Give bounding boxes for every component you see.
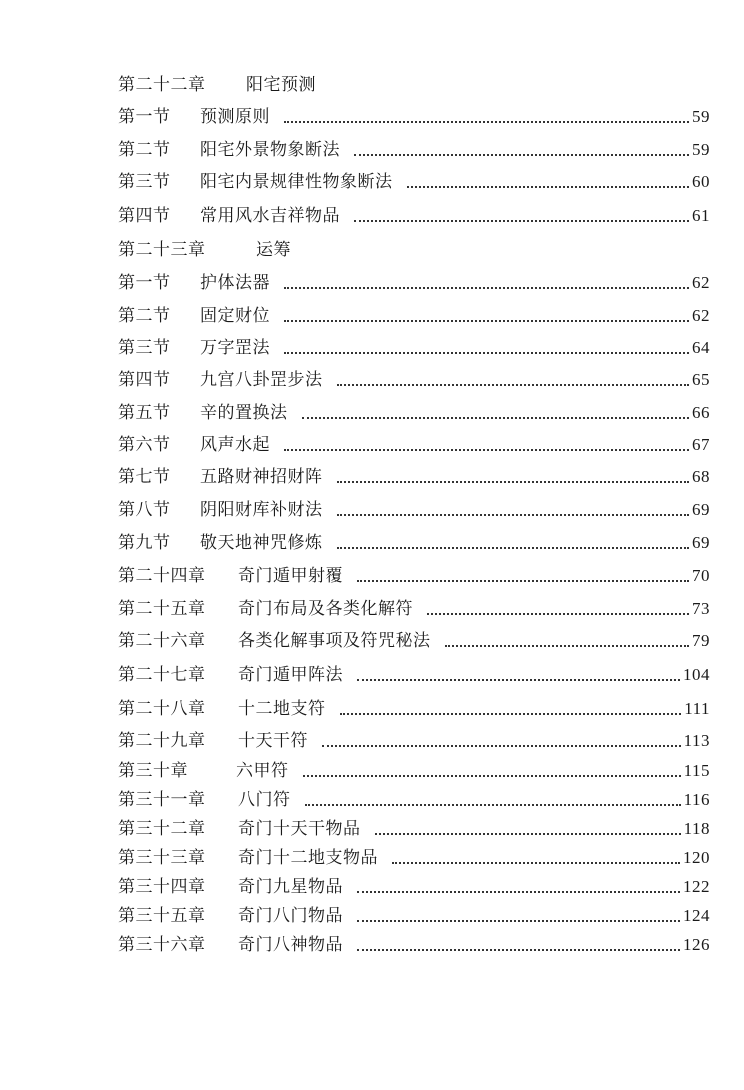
- toc-entry-label: 第二十六章: [118, 631, 206, 651]
- toc-entry-title: 奇门十二地支物品: [238, 848, 378, 868]
- toc-entry-label: 第三十六章: [118, 935, 206, 955]
- toc-entry-label-box: [118, 664, 238, 686]
- toc-entry-title: 阴阳财库补财法: [200, 500, 323, 520]
- toc-chapter-row: [118, 926, 710, 956]
- toc-dot-leader: [354, 220, 689, 222]
- toc-entry-label-box: [118, 760, 236, 782]
- toc-entry-label-box: [118, 905, 238, 927]
- toc-dot-leader: [392, 862, 680, 864]
- toc-page-number: 69: [692, 500, 710, 519]
- toc-entry-title: 九宫八卦罡步法: [200, 370, 323, 390]
- toc-entry-label-box: [118, 74, 246, 96]
- toc-entry-label-box: [118, 818, 238, 840]
- toc-dot-leader: [284, 320, 689, 322]
- toc-page-number: 73: [692, 599, 710, 618]
- toc-page-number: 61: [692, 206, 710, 225]
- toc-entry-label-box: [118, 876, 238, 898]
- toc-entry-label: 第七节: [118, 467, 171, 487]
- toc-entry-title: 各类化解事项及符咒秘法: [238, 631, 431, 651]
- toc-section-row: [118, 163, 710, 193]
- toc-entry-label: 第四节: [118, 370, 171, 390]
- toc-entry-title: 奇门遁甲阵法: [238, 665, 343, 685]
- toc-dot-leader: [305, 804, 681, 806]
- toc-dot-leader: [427, 613, 689, 615]
- toc-entry-label-box: [118, 239, 256, 261]
- toc-entry-label: 第八节: [118, 500, 171, 520]
- toc-entry-title: 十天干符: [238, 731, 308, 751]
- toc-section-row: [118, 361, 710, 391]
- toc-section-row: [118, 98, 710, 128]
- toc-section-row: [118, 329, 710, 359]
- toc-chapter-row: [118, 557, 710, 587]
- toc-chapter-row: [118, 897, 710, 927]
- toc-entry-label-box: [118, 171, 200, 193]
- toc-section-row: [118, 524, 710, 554]
- toc-dot-leader: [357, 891, 680, 893]
- toc-section-row: [118, 264, 710, 294]
- toc-page-number: 113: [683, 731, 710, 750]
- toc-chapter-row: [118, 781, 710, 811]
- toc-entry-label: 第二十七章: [118, 665, 206, 685]
- toc-entry-label-box: [118, 789, 238, 811]
- toc-entry-title: 运筹: [256, 240, 291, 260]
- toc-dot-leader: [322, 745, 681, 747]
- toc-entry-title: 常用风水吉祥物品: [200, 206, 340, 226]
- toc-dot-leader: [357, 580, 689, 582]
- toc-page-number: 115: [683, 761, 710, 780]
- toc-entry-label: 第二节: [118, 140, 171, 160]
- toc-entry-title: 阳宅外景物象断法: [200, 140, 340, 160]
- toc-entry-title: 奇门九星物品: [238, 877, 343, 897]
- toc-entry-label-box: [118, 847, 238, 869]
- toc-dot-leader: [303, 775, 681, 777]
- toc-chapter-row: [118, 752, 710, 782]
- toc-entry-label-box: [118, 466, 200, 488]
- toc-dot-leader: [445, 645, 690, 647]
- toc-entry-title: 辛的置换法: [200, 403, 288, 423]
- toc-entry-title: 万字罡法: [200, 338, 270, 358]
- toc-entry-label-box: [118, 205, 200, 227]
- toc-entry-label: 第三十五章: [118, 906, 206, 926]
- toc-dot-leader: [337, 481, 690, 483]
- toc-section-row: [118, 458, 710, 488]
- toc-page-number: 65: [692, 370, 710, 389]
- toc-chapter-row: [118, 656, 710, 686]
- toc-dot-leader: [354, 154, 689, 156]
- toc-entry-title: 六甲符: [236, 761, 289, 781]
- toc-section-row: [118, 297, 710, 327]
- toc-entry-label-box: [118, 434, 200, 456]
- toc-entry-label-box: [118, 272, 200, 294]
- toc-page-number: 60: [692, 172, 710, 191]
- toc-chapter-row: [118, 868, 710, 898]
- toc-page-number: 59: [692, 107, 710, 126]
- toc-chapter-row: [118, 622, 710, 652]
- toc-section-row: [118, 491, 710, 521]
- toc-entry-title: 阳宅内景规律性物象断法: [200, 172, 393, 192]
- toc-chapter-row: [118, 690, 710, 720]
- toc-entry-label: 第六节: [118, 435, 171, 455]
- toc-dot-leader: [375, 833, 681, 835]
- toc-dot-leader: [284, 287, 689, 289]
- toc-entry-label: 第二十八章: [118, 699, 206, 719]
- toc-dot-leader: [357, 920, 680, 922]
- toc-entry-label: 第九节: [118, 533, 171, 553]
- toc-entry-title: 预测原则: [200, 107, 270, 127]
- toc-page-number: 59: [692, 140, 710, 159]
- toc-entry-label-box: [118, 402, 200, 424]
- toc-dot-leader: [337, 514, 690, 516]
- toc-entry-title: 奇门八门物品: [238, 906, 343, 926]
- toc-chapter-row: [118, 810, 710, 840]
- toc-page-number: 122: [683, 877, 710, 896]
- toc-entry-label: 第二十四章: [118, 566, 206, 586]
- toc-dot-leader: [337, 384, 690, 386]
- toc-entry-label-box: [118, 934, 238, 956]
- toc-entry-title: 奇门遁甲射覆: [238, 566, 343, 586]
- toc-page-number: 124: [683, 906, 710, 925]
- toc-dot-leader: [284, 449, 689, 451]
- toc-page-number: 62: [692, 273, 710, 292]
- toc-entry-title: 护体法器: [200, 273, 270, 293]
- toc-entry-label: 第三十章: [118, 761, 188, 781]
- toc-entry-label-box: [118, 337, 200, 359]
- toc-chapter-row: [118, 722, 710, 752]
- toc-page-number: 67: [692, 435, 710, 454]
- toc-page-number: 62: [692, 306, 710, 325]
- toc-chapter-row: [118, 66, 710, 96]
- toc-page-number: 69: [692, 533, 710, 552]
- toc-section-row: [118, 426, 710, 456]
- toc-entry-title: 十二地支符: [238, 699, 326, 719]
- toc-entry-label: 第二十五章: [118, 599, 206, 619]
- toc-entry-label: 第四节: [118, 206, 171, 226]
- toc-entry-title: 阳宅预测: [246, 75, 316, 95]
- toc-section-row: [118, 131, 710, 161]
- toc-page-number: 64: [692, 338, 710, 357]
- toc-entry-title: 敬天地神咒修炼: [200, 533, 323, 553]
- toc-entry-label-box: [118, 698, 238, 720]
- toc-page-number: 70: [692, 566, 710, 585]
- toc-dot-leader: [407, 186, 690, 188]
- toc-section-row: [118, 394, 710, 424]
- toc-dot-leader: [340, 713, 682, 715]
- toc-entry-label: 第五节: [118, 403, 171, 423]
- toc-entry-title: 奇门十天干物品: [238, 819, 361, 839]
- toc-page-number: 79: [692, 631, 710, 650]
- toc-entry-label: 第一节: [118, 273, 171, 293]
- toc-entry-label: 第二十三章: [118, 240, 206, 260]
- toc-page-number: 66: [692, 403, 710, 422]
- toc-entry-label-box: [118, 499, 200, 521]
- toc-entry-label-box: [118, 369, 200, 391]
- toc-dot-leader: [284, 352, 689, 354]
- toc-entry-title: 奇门布局及各类化解符: [238, 599, 413, 619]
- toc-entry-label-box: [118, 532, 200, 554]
- toc-section-row: [118, 197, 710, 227]
- toc-entry-label: 第一节: [118, 107, 171, 127]
- toc-entry-title: 五路财神招财阵: [200, 467, 323, 487]
- toc-page-number: 111: [684, 699, 710, 718]
- toc-page-number: 116: [683, 790, 710, 809]
- toc-entry-label-box: [118, 106, 200, 128]
- toc-dot-leader: [357, 679, 680, 681]
- toc-entry-label: 第二节: [118, 306, 171, 326]
- toc-dot-leader: [357, 949, 680, 951]
- toc-entry-label: 第二十九章: [118, 731, 206, 751]
- toc-entry-label-box: [118, 598, 238, 620]
- toc-entry-label: 第三十二章: [118, 819, 206, 839]
- toc-entry-label: 第三十三章: [118, 848, 206, 868]
- toc-entry-label: 第二十二章: [118, 75, 206, 95]
- toc-page-number: 120: [683, 848, 710, 867]
- toc-dot-leader: [302, 417, 690, 419]
- toc-dot-leader: [284, 121, 689, 123]
- toc-entry-label: 第三节: [118, 172, 171, 192]
- toc-page-number: 68: [692, 467, 710, 486]
- toc-dot-leader: [337, 547, 690, 549]
- toc-entry-title: 奇门八神物品: [238, 935, 343, 955]
- toc-chapter-row: [118, 839, 710, 869]
- toc-entry-label-box: [118, 630, 238, 652]
- toc-entry-title: 八门符: [238, 790, 291, 810]
- toc-entry-title: 固定财位: [200, 306, 270, 326]
- toc-entry-label-box: [118, 139, 200, 161]
- toc-chapter-row: [118, 590, 710, 620]
- toc-page-number: 126: [683, 935, 710, 954]
- toc-entry-label-box: [118, 305, 200, 327]
- toc-page-number: 118: [683, 819, 710, 838]
- toc-entry-label: 第三十一章: [118, 790, 206, 810]
- toc-entry-title: 风声水起: [200, 435, 270, 455]
- toc-page-number: 104: [683, 665, 710, 684]
- toc-entry-label-box: [118, 730, 238, 752]
- toc-entry-label: 第三十四章: [118, 877, 206, 897]
- toc-entry-label-box: [118, 565, 238, 587]
- toc-entry-label: 第三节: [118, 338, 171, 358]
- toc-chapter-row: [118, 231, 710, 261]
